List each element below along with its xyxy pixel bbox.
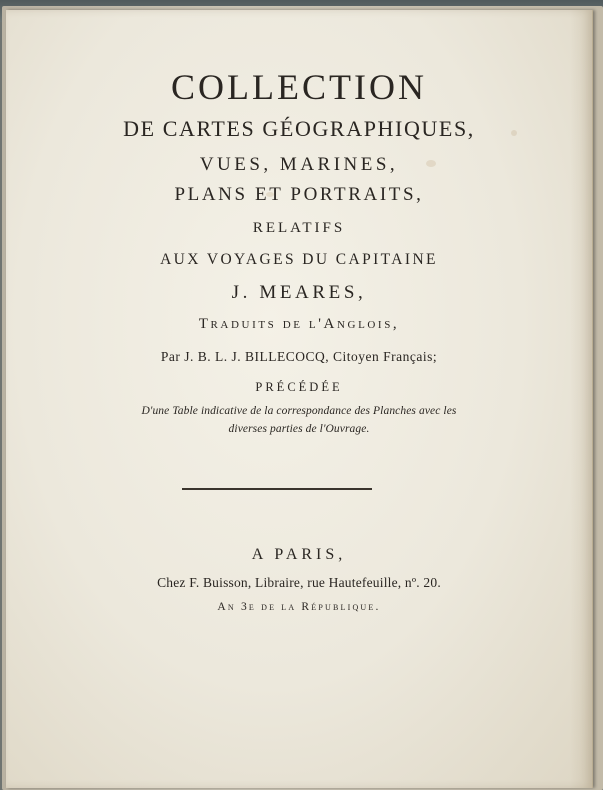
table-description-cont: diverses parties de l'Ouvrage. — [228, 423, 370, 435]
author-name: J. MEARES, — [231, 282, 367, 303]
translator-credit: Par J. B. L. J. BILLECOCQ, Citoyen Français; — [160, 349, 438, 364]
title-line-cartes: DE CARTES GÉOGRAPHIQUES, — [123, 116, 475, 141]
title-line-relatifs: RELATIFS — [252, 220, 346, 236]
translation-note: Traduits de l'Anglois, — [198, 316, 400, 332]
title-line-vues: VUES, MARINES, — [199, 154, 399, 175]
precedee-label: PRÉCÉDÉE — [255, 380, 343, 394]
title-collection: COLLECTION — [171, 67, 427, 107]
imprint-publisher: Chez F. Buisson, Libraire, rue Hautefeuille, nº. 20. — [157, 575, 441, 590]
imprint-date: An 3e de la République. — [217, 601, 381, 613]
imprint-city: A PARIS, — [251, 546, 347, 563]
divider-rule — [182, 488, 372, 490]
title-line-voyages: AUX VOYAGES DU CAPITAINE — [160, 251, 438, 268]
table-description: D'une Table indicative de la correspondance des Planches avec les — [141, 405, 457, 417]
title-page — [6, 10, 593, 788]
title-line-plans: PLANS ET PORTRAITS, — [174, 184, 424, 205]
